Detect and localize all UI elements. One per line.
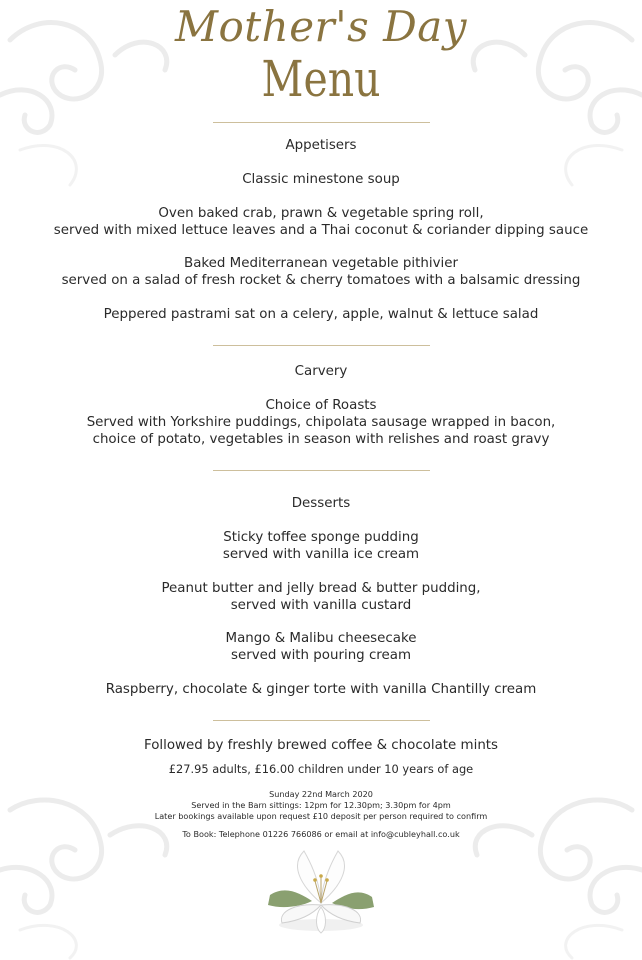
coffee-note: Followed by freshly brewed coffee & chocolate mints xyxy=(143,738,499,753)
divider xyxy=(213,122,430,123)
bookings-info: Later bookings available upon request £10 deposit per person required to confirm xyxy=(154,811,488,821)
sittings-info: Served in the Barn sittings: 12pm for 12.30pm; 3.30pm for 4pm xyxy=(191,800,451,810)
menu-item-description: served with vanilla ice cream xyxy=(222,547,420,562)
section-heading-carvery: Carvery xyxy=(294,364,348,379)
divider xyxy=(213,720,430,721)
menu-item-description: served with pouring cream xyxy=(230,648,411,663)
menu-item: Raspberry, chocolate & ginger torte with vanilla Chantilly cream xyxy=(105,682,537,697)
menu-item: Oven baked crab, prawn & vegetable spring roll, xyxy=(158,206,484,221)
menu-item-description: Served with Yorkshire puddings, chipolata sausage wrapped in bacon, xyxy=(86,415,556,430)
lily-flower-icon xyxy=(260,845,382,935)
menu-item-description: served with mixed lettuce leaves and a Thai coconut & coriander dipping sauce xyxy=(53,223,589,238)
menu-item: Baked Mediterranean vegetable pithivier xyxy=(184,256,458,271)
title-menu: Menu xyxy=(261,50,381,108)
menu-item: Sticky toffee sponge pudding xyxy=(223,530,419,545)
menu-item-description: choice of potato, vegetables in season with relishes and roast gravy xyxy=(92,432,550,447)
menu-item-description: served on a salad of fresh rocket & cherry tomatoes with a balsamic dressing xyxy=(61,273,581,288)
divider xyxy=(213,345,430,346)
price-info: £27.95 adults, £16.00 children under 10 years of age xyxy=(168,762,474,776)
menu-item: Peppered pastrami sat on a celery, apple, walnut & lettuce salad xyxy=(103,307,539,322)
section-heading-appetisers: Appetisers xyxy=(285,138,357,153)
menu-item-description: served with vanilla custard xyxy=(230,598,412,613)
section-heading-desserts: Desserts xyxy=(291,496,351,511)
menu-item: Choice of Roasts xyxy=(265,398,377,413)
menu-item: Classic minestone soup xyxy=(242,172,400,187)
divider xyxy=(213,470,430,471)
menu-item: Peanut butter and jelly bread & butter pudding, xyxy=(161,581,481,596)
menu-item: Mango & Malibu cheesecake xyxy=(225,631,417,646)
event-date: Sunday 22nd March 2020 xyxy=(269,789,373,799)
title-mothers-day: Mother's Day xyxy=(174,2,468,51)
contact-info: To Book: Telephone 01226 766086 or email at info@cubleyhall.co.uk xyxy=(182,829,460,839)
